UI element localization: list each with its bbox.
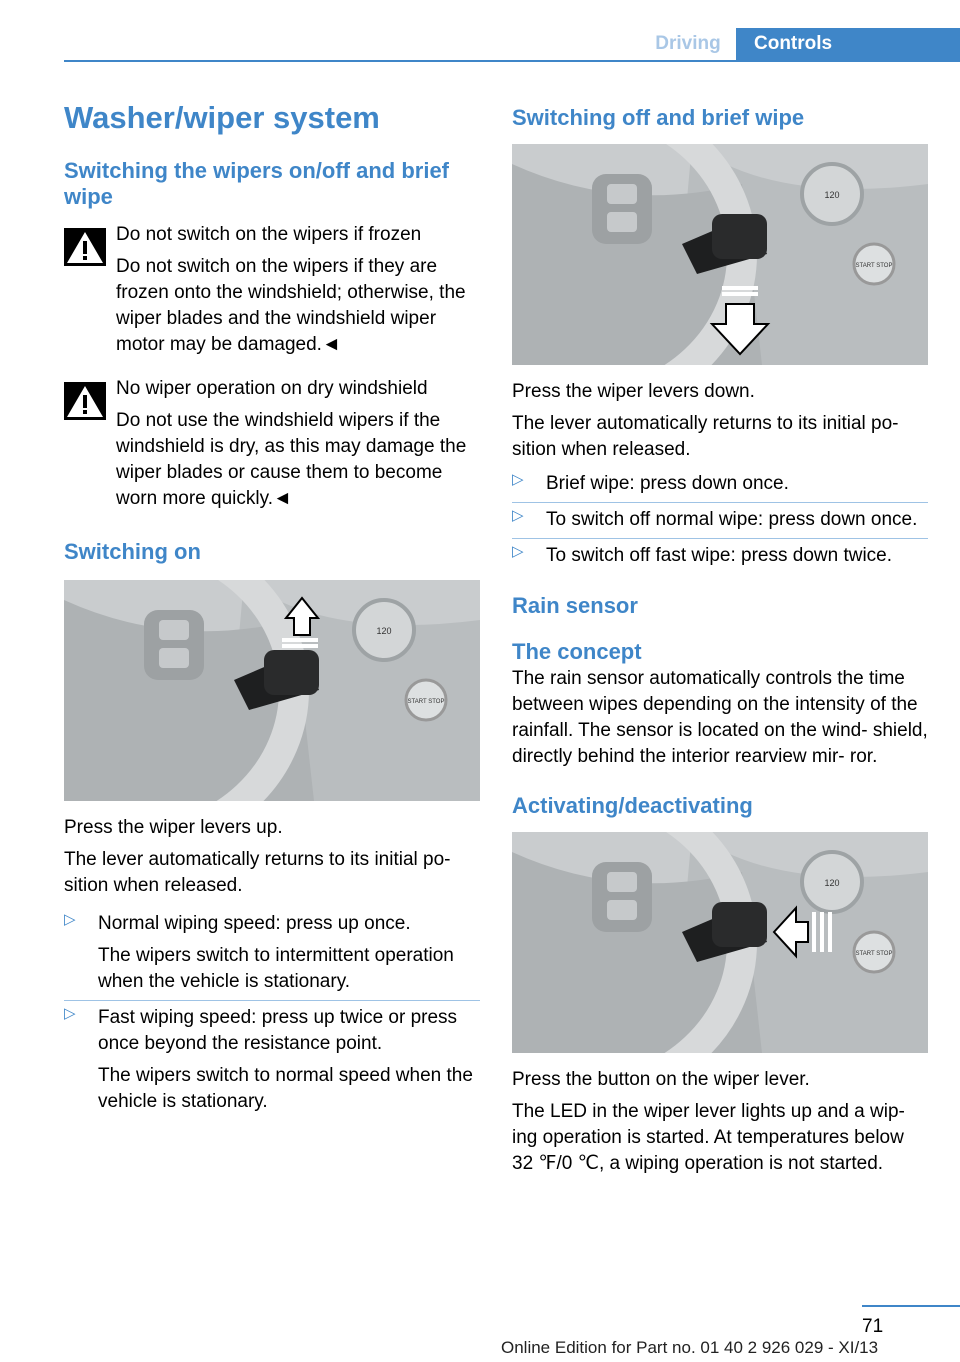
edition-note: Online Edition for Part no. 01 40 2 926 029 - XI/13 — [501, 1338, 879, 1357]
list-item-subtext: The wipers switch to normal speed when the vehicle is stationary. — [98, 1065, 473, 1112]
warning-icon — [64, 382, 106, 420]
instruction-press-down: Press the wiper levers down. — [512, 381, 755, 402]
list-item — [512, 538, 928, 574]
section-heading-rain-sensor: Rain sensor — [512, 593, 638, 618]
instruction-press-button: Press the button on the wiper lever. — [512, 1069, 810, 1090]
header-rule — [64, 60, 960, 62]
page-title: Washer/wiper system — [64, 100, 380, 135]
warning-icon — [64, 228, 106, 266]
section-heading-switching-on: Switching on — [64, 539, 201, 564]
led-text: The LED in the wiper lever lights up and a wip‐ ing operation is started. At temperatures below 32 ℉/0 ℃, a wiping operation is not started. — [512, 1101, 905, 1174]
gauge-label: 120 — [824, 878, 840, 888]
tab-controls: Controls — [736, 28, 960, 62]
section-heading-activating: Activating/deactivating — [512, 793, 753, 818]
section-heading-concept: The concept — [512, 639, 642, 664]
bullet-icon: ▷ — [64, 1005, 76, 1022]
warning-body: Do not switch on the wipers if they are frozen onto the windshield; otherwise, the wiper blades and the windshield wiper motor may be damaged.◄ — [116, 256, 466, 355]
warning-frozen — [64, 222, 480, 358]
list-item-text: Brief wipe: press down once. — [546, 473, 789, 494]
right-column — [512, 104, 928, 1177]
warning-title: Do not switch on the wipers if frozen — [116, 224, 422, 245]
list-item-text: To switch off normal wipe: press down once. — [546, 509, 918, 530]
warning-body: Do not use the windshield wipers if the windshield is dry, as this may damage the wiper blades or cause them to become worn more quickly.◄ — [116, 410, 467, 509]
steering-wheel-illustration — [512, 144, 928, 365]
steering-wheel-illustration — [512, 832, 928, 1053]
footer-rule — [862, 1305, 960, 1307]
section-heading-switching: Switching the wipers on/off and brief wipe — [64, 158, 450, 209]
gauge-label: 120 — [824, 190, 840, 200]
returns-text: The lever automatically returns to its initial po‐ sition when released. — [512, 413, 899, 460]
warning-text — [116, 408, 480, 512]
start-stop-label: START STOP — [407, 699, 445, 705]
list-item-subtext: The wipers switch to intermittent operation when the vehicle is stationary. — [98, 945, 454, 992]
figure-lever-up — [64, 580, 480, 801]
instruction-press-up: Press the wiper levers up. — [64, 817, 283, 838]
start-stop-label: START STOP — [855, 263, 893, 269]
list-item — [64, 1000, 480, 1120]
list-item-text: Normal wiping speed: press up once. — [98, 913, 411, 934]
section-heading-switching-off: Switching off and brief wipe — [512, 105, 805, 130]
left-column — [64, 96, 480, 1120]
speed-list — [64, 907, 480, 1120]
bullet-icon: ▷ — [512, 471, 524, 488]
page-number: 71 — [862, 1316, 884, 1337]
list-item — [64, 907, 480, 1000]
warning-text — [116, 254, 480, 358]
bullet-icon: ▷ — [512, 543, 524, 560]
bullet-icon: ▷ — [512, 507, 524, 524]
start-stop-label: START STOP — [855, 951, 893, 957]
switch-off-list — [512, 467, 928, 574]
returns-text: The lever automatically returns to its initial po‐ sition when released. — [64, 849, 451, 896]
figure-lever-down — [512, 144, 928, 365]
warning-dry — [64, 376, 480, 512]
concept-text: The rain sensor automatically controls the time between wipes depending on the intensity of the rainfall. The sensor is located on the wind‐ shield, directly behind the interior rearview mir‐ ror. — [512, 668, 928, 767]
list-item-text: Fast wiping speed: press up twice or press once beyond the resistance point. — [98, 1007, 458, 1054]
gauge-label: 120 — [376, 626, 392, 636]
tab-driving: Driving — [655, 33, 721, 54]
bullet-icon: ▷ — [64, 911, 76, 928]
list-item-text: To switch off fast wipe: press down twice. — [546, 545, 893, 566]
figure-lever-button — [512, 832, 928, 1053]
list-item — [512, 467, 928, 502]
list-item — [512, 502, 928, 538]
steering-wheel-illustration — [64, 580, 480, 801]
warning-title: No wiper operation on dry windshield — [116, 378, 428, 399]
